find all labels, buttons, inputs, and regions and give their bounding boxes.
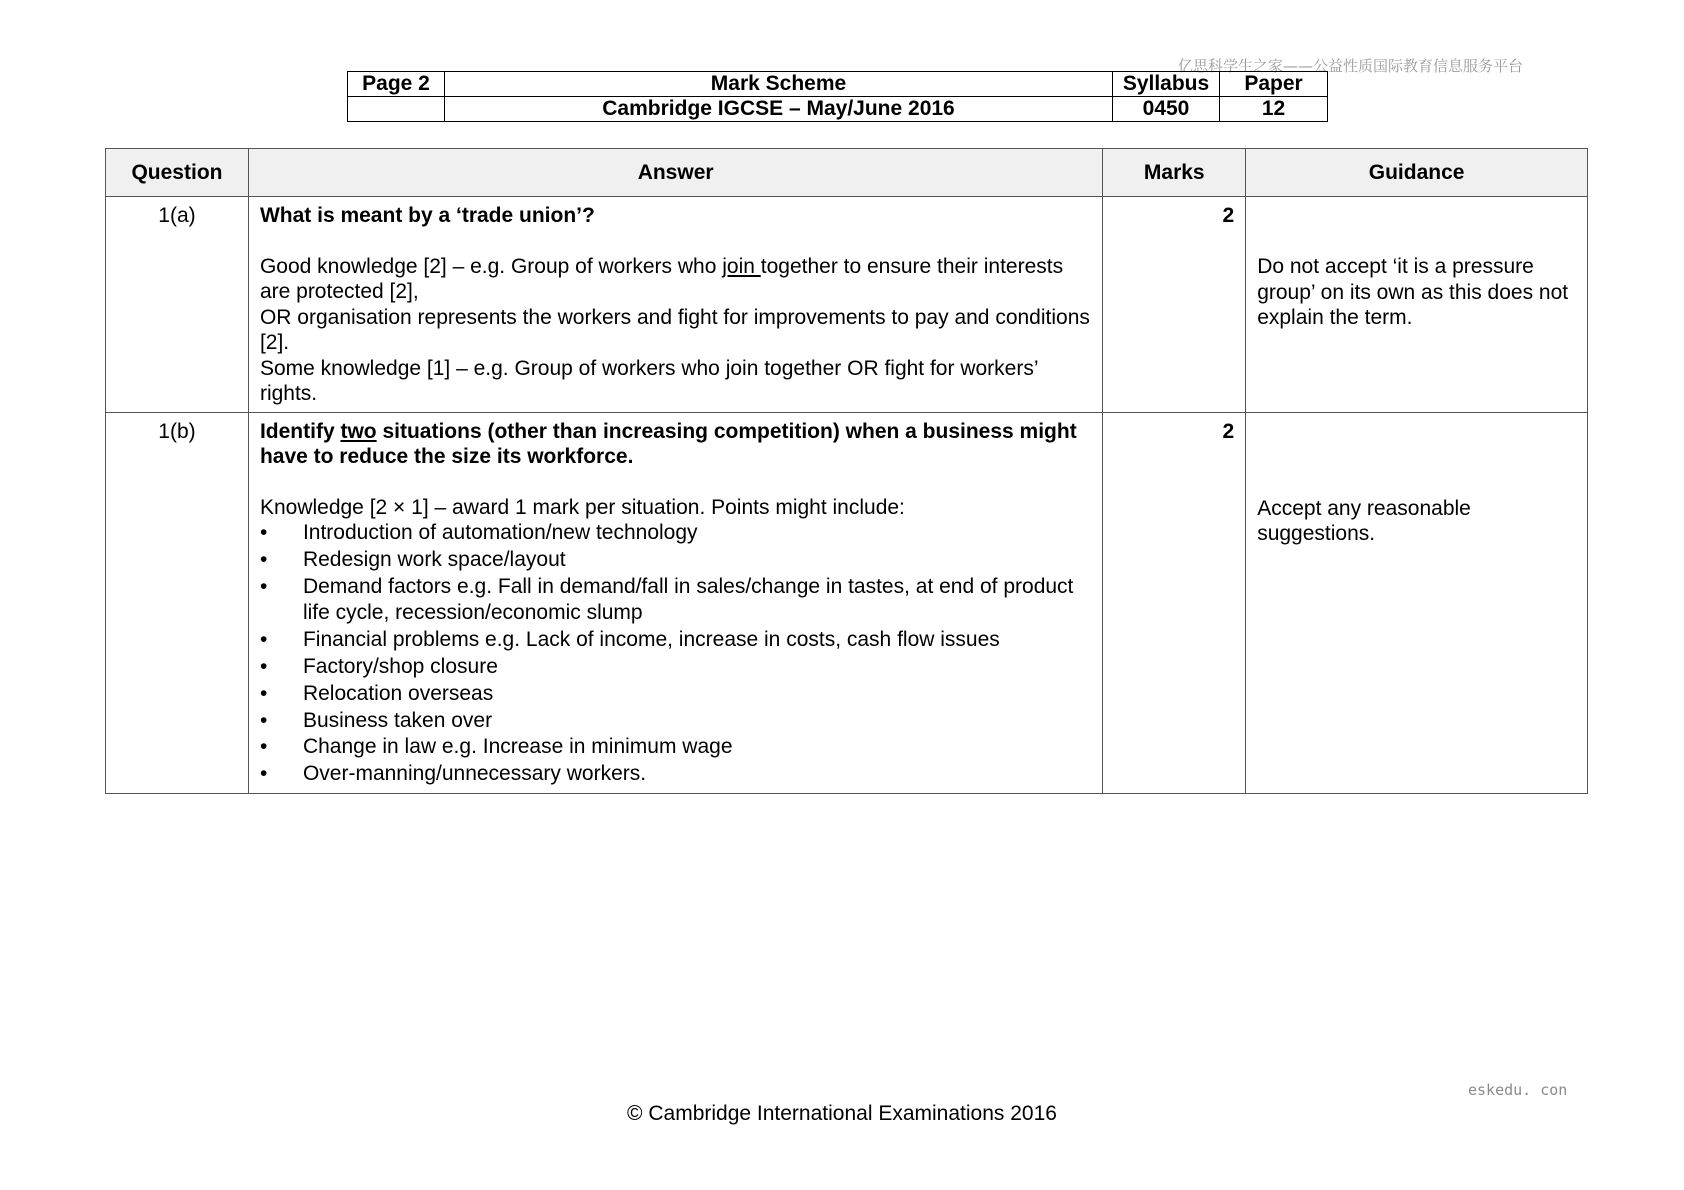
list-item: • Redesign work space/layout [260, 547, 1091, 574]
list-item: • Demand factors e.g. Fall in demand/fall in sales/change in tastes, at end of product life cycle, recession/economic slump [259, 574, 1074, 625]
question-text: Identify two situations (other than increasing competition) when a business might have to reduce the size its workforce. [259, 419, 1077, 468]
list-item: • Factory/shop closure [260, 654, 1091, 681]
bullet-icon: • [259, 735, 268, 759]
list-item: • Introduction of automation/new technology [260, 520, 1091, 547]
answer-cell [248, 412, 1102, 793]
column-header-guidance: Guidance [1246, 149, 1588, 197]
header-table [347, 71, 1328, 122]
column-header-question: Question [106, 149, 249, 197]
bullet-icon: • [259, 654, 268, 678]
list-item: • Business taken over [260, 708, 1091, 735]
list-item: • Over-manning/unnecessary workers. [260, 761, 1091, 788]
guidance-cell [1246, 197, 1588, 413]
guidance-cell [1246, 412, 1588, 793]
watermark-bottom: eskedu. con [1468, 1081, 1568, 1099]
document-title: Mark Scheme [445, 72, 1113, 97]
answer-paragraph: OR organisation represents the workers and fight for improvements to pay and conditions [2]. [259, 305, 1090, 354]
list-item: • Financial problems e.g. Lack of income, increase in costs, cash flow issues [260, 627, 1091, 654]
table-row [106, 412, 1588, 793]
marks-value: 2 [1103, 197, 1246, 413]
syllabus-code: 0450 [1113, 97, 1220, 122]
table-header-row [106, 149, 1588, 197]
syllabus-label: Syllabus [1113, 72, 1220, 97]
answer-intro: Knowledge [2 × 1] – award 1 mark per situation. Points might include: [259, 495, 905, 519]
guidance-text: Accept any reasonable suggestions. [1257, 496, 1471, 545]
guidance-text: Do not accept ‘it is a pressure group’ on its own as this does not explain the term. [1257, 255, 1569, 329]
page-number-blank [348, 97, 445, 122]
bullet-icon: • [259, 628, 268, 652]
answer-cell [248, 197, 1102, 413]
bullet-icon: • [259, 681, 268, 705]
bullet-icon: • [259, 708, 268, 732]
bullet-icon: • [259, 547, 268, 571]
table-row [106, 197, 1588, 413]
page-number: Page 2 [348, 72, 445, 97]
watermark-top: 亿思科学生之家——公益性质国际教育信息服务平台 [1178, 57, 1524, 75]
column-header-marks: Marks [1103, 149, 1246, 197]
list-item: • Change in law e.g. Increase in minimum wage [260, 734, 1091, 761]
marks-value: 2 [1103, 412, 1246, 793]
document-subtitle: Cambridge IGCSE – May/June 2016 [445, 97, 1113, 122]
bullet-icon: • [259, 762, 268, 786]
answer-paragraph: Good knowledge [2] – e.g. Group of workers who join together to ensure their interests are protected [2], [259, 254, 1064, 303]
column-header-answer: Answer [248, 149, 1102, 197]
question-number: 1(a) [106, 197, 249, 413]
answer-paragraph: Some knowledge [1] – e.g. Group of workers who join together OR fight for workers’ rights. [259, 356, 1038, 405]
question-text: What is meant by a ‘trade union’? [259, 204, 595, 227]
bullet-icon: • [259, 574, 268, 598]
paper-label: Paper [1220, 72, 1328, 97]
question-number: 1(b) [106, 412, 249, 793]
list-item: • Relocation overseas [260, 681, 1091, 708]
paper-number: 12 [1220, 97, 1328, 122]
copyright-footer: © Cambridge International Examinations 2016 [627, 1102, 1057, 1125]
bullet-icon: • [259, 521, 268, 544]
mark-scheme-table [105, 148, 1588, 794]
answer-bullet-list [260, 520, 1091, 788]
